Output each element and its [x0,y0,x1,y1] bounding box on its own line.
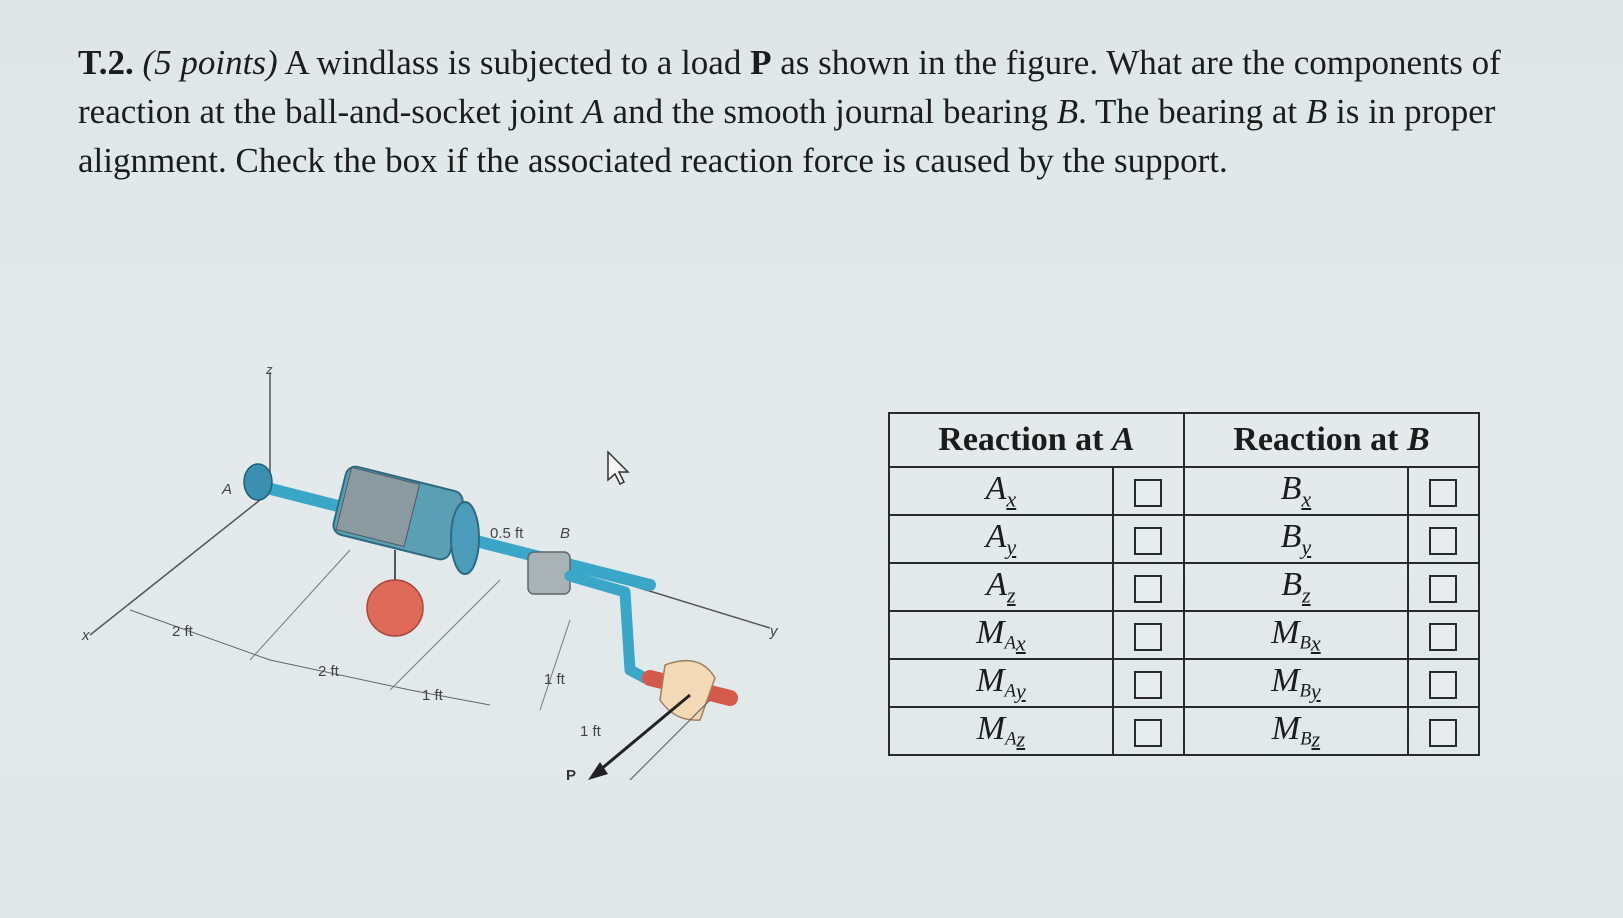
problem-text-3: and the smooth journal bearing [603,92,1057,131]
z-axis-label: z [266,362,273,377]
reaction-table [888,412,1480,756]
table-row [889,611,1479,659]
joint-b-symbol: B [1056,92,1079,131]
dim-line-1 [130,610,270,660]
reaction-b-symbol: $B_z$ [1184,563,1408,611]
ball-socket-a [244,464,272,500]
force-p-line [600,695,690,770]
checkbox-b-y[interactable] [1429,527,1457,555]
checkbox-ma-x[interactable] [1134,623,1162,651]
moment-a-symbol: $MA_x$ [889,611,1113,659]
problem-points: (5 points) [142,43,278,82]
checkbox-mb-x[interactable] [1429,623,1457,651]
dim-2ft-a: 2 ft [172,623,193,640]
guide-line-1 [250,550,350,660]
dim-line-2 [270,660,410,690]
joint-b-symbol-2: B [1305,92,1328,131]
label-p: P [566,767,577,784]
dim-1ft-c: 1 ft [580,723,601,740]
drum-flange [451,502,479,574]
dim-2ft-b: 2 ft [318,663,339,680]
y-axis-line [630,585,770,628]
problem-text-4: . The bearing at [1078,92,1306,131]
checkbox-a-z[interactable] [1134,575,1162,603]
problem-text-1: A windlass is subjected to a load [277,43,751,82]
moment-a-symbol: $MA_y$ [889,659,1113,707]
dim-1ft-b: 1 ft [544,671,565,688]
load-symbol: P [750,43,772,82]
checkbox-b-x[interactable] [1429,479,1457,507]
reaction-a-symbol: $A_y$ [889,515,1113,563]
table-row [889,707,1479,755]
dim-1ft-a: 1 ft [422,687,443,704]
moment-b-symbol: $MB_x$ [1184,611,1408,659]
dim-05ft: 0.5 ft [490,525,524,542]
moment-b-symbol: $MB_z$ [1184,707,1408,755]
windlass-diagram [70,360,830,820]
mouse-cursor-icon [608,452,628,484]
hanging-weight [367,580,423,636]
problem-statement [78,38,1548,185]
reaction-a-symbol: $A_z$ [889,563,1113,611]
checkbox-ma-y[interactable] [1134,671,1162,699]
journal-bearing-b [528,552,570,594]
table-row [889,515,1479,563]
x-axis-label: x [82,627,90,644]
problem-text-2: as shown in the figure. What are the components of reaction at the ball-and-socket joint [78,43,1501,131]
table-row [889,659,1479,707]
checkbox-mb-y[interactable] [1429,671,1457,699]
moment-a-symbol: $MA_z$ [889,707,1113,755]
checkbox-a-y[interactable] [1134,527,1162,555]
reaction-a-symbol: $A_x$ [889,467,1113,515]
reaction-b-symbol: $B_y$ [1184,515,1408,563]
table-row [889,563,1479,611]
crank-arm [570,576,645,678]
header-reaction-a: Reaction at A [889,413,1184,467]
y-axis-label: y [770,623,778,640]
windlass-figure [70,360,830,820]
table-header-row [889,413,1479,467]
label-b: B [560,525,571,542]
moment-b-symbol: $MB_y$ [1184,659,1408,707]
problem-text-5: is in proper alignment. Check the box if the associated reaction force is caused by the support. [78,92,1496,180]
header-reaction-b: Reaction at B [1184,413,1479,467]
checkbox-ma-z[interactable] [1134,719,1162,747]
x-axis-line [90,500,260,635]
reaction-b-symbol: $B_x$ [1184,467,1408,515]
label-a: A [222,481,233,498]
guide-line-3 [540,620,570,710]
joint-a-symbol: A [582,92,604,131]
checkbox-a-x[interactable] [1134,479,1162,507]
table-row [889,467,1479,515]
problem-number: T.2. [78,43,134,82]
checkbox-mb-z[interactable] [1429,719,1457,747]
checkbox-b-z[interactable] [1429,575,1457,603]
